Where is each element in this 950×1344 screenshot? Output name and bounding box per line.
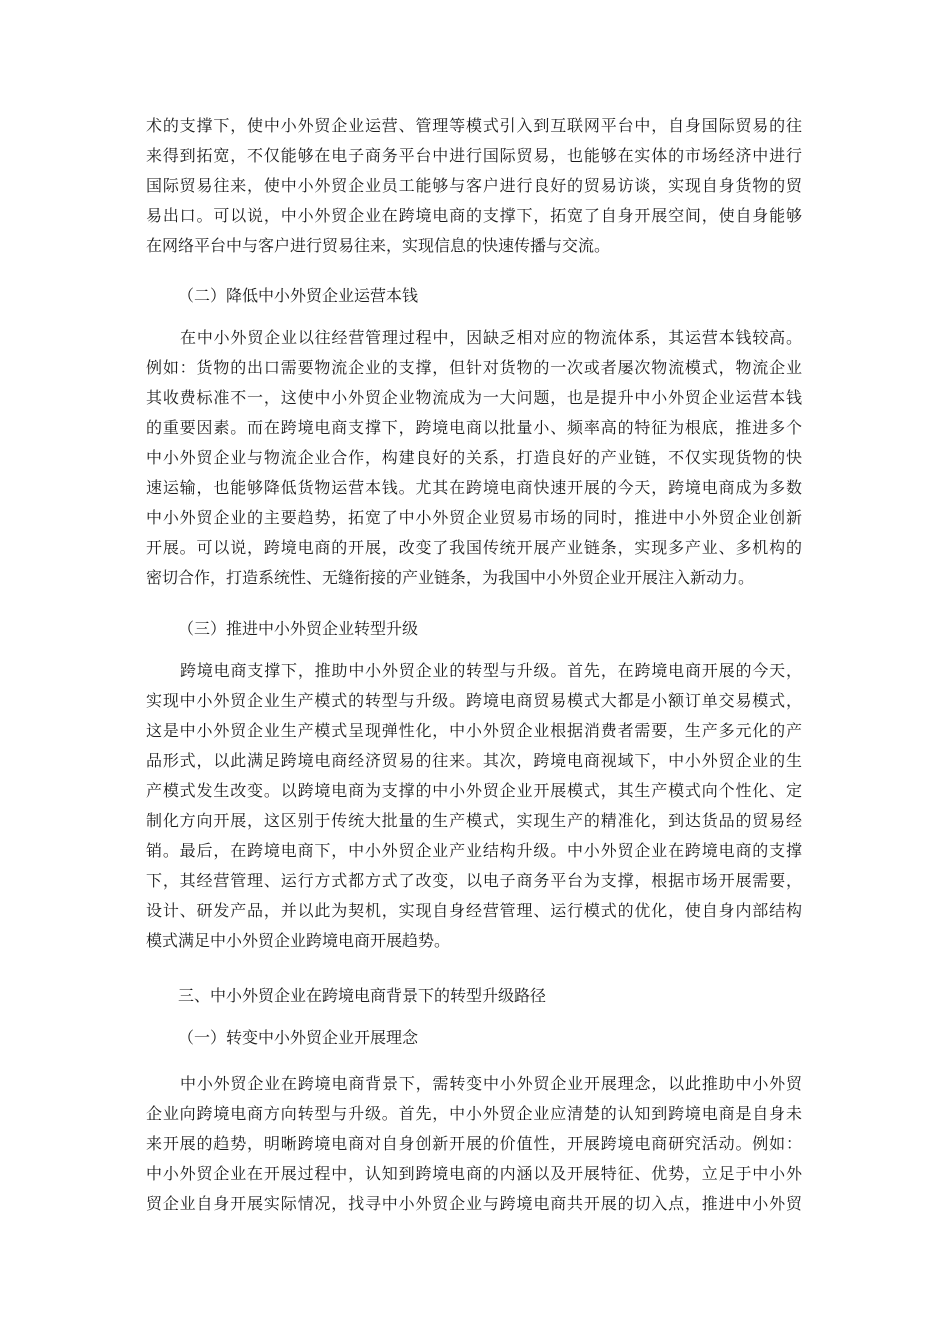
text-line: 国际贸易往来，使中小外贸企业员工能够与客户进行良好的贸易访谈，实现自身货物的贸 [146,176,802,195]
text-line: 的重要因素。而在跨境电商支撑下，跨境电商以批量小、频率高的特征为根底，推进多个 [146,418,802,437]
text-line: 中小外贸企业与物流企业合作，构建良好的关系，打造良好的产业链，不仅实现货物的快 [146,448,802,467]
text-line: 产模式发生改变。以跨境电商为支撑的中小外贸企业开展模式，其生产模式向个性化、定 [146,781,802,800]
text-line: 中小外贸企业的主要趋势，拓宽了中小外贸企业贸易市场的同时，推进中小外贸企业创新 [146,508,802,527]
text-line: 这是中小外贸企业生产模式呈现弹性化，中小外贸企业根据消费者需要，生产多元化的产 [146,721,802,740]
text-line: 模式满足中小外贸企业跨境电商开展趋势。 [146,931,451,950]
text-line: 实现中小外贸企业生产模式的转型与升级。跨境电商贸易模式大都是小额订单交易模式， [146,691,802,710]
paragraph-cross-border-support [146,111,802,261]
text-line: 企业向跨境电商方向转型与升级。首先，中小外贸企业应清楚的认知到跨境电商是自身未 [146,1104,802,1123]
paragraph-transformation [146,656,802,956]
text-line: 易出口。可以说，中小外贸企业在跨境电商的支撑下，拓宽了自身开展空间，使自身能够 [146,206,802,225]
paragraph-reduce-costs [146,323,802,593]
text-line: 中小外贸企业在跨境电商背景下，需转变中小外贸企业开展理念，以此推助中小外贸 [180,1074,802,1093]
text-line: 中小外贸企业在开展过程中，认知到跨境电商的内涵以及开展特征、优势，立足于中小外 [146,1164,802,1183]
text-line: 其收费标准不一，这使中小外贸企业物流成为一大问题，也是提升中小外贸企业运营本钱 [146,388,802,407]
text-line: 销。最后，在跨境电商下，中小外贸企业产业结构升级。中小外贸企业在跨境电商的支撑 [146,841,802,860]
text-line: 跨境电商支撑下，推助中小外贸企业的转型与升级。首先，在跨境电商开展的今天， [180,661,802,680]
text-line: 术的支撑下，使中小外贸企业运营、管理等模式引入到互联网平台中，自身国际贸易的往 [146,116,802,135]
text-line: 设计、研发产品，并以此为契机，实现自身经营管理、运行模式的优化，使自身内部结构 [146,901,802,920]
text-line: 下，其经营管理、运行方式都方式了改变，以电子商务平台为支撑，根据市场开展需要， [146,871,802,890]
text-line: 制化方向开展，这区别于传统大批量的生产模式，实现生产的精准化，到达货品的贸易经 [146,811,802,830]
text-line: 开展。可以说，跨境电商的开展，改变了我国传统开展产业链条，实现多产业、多机构的 [146,538,802,557]
text-line: 来开展的趋势，明晰跨境电商对自身创新开展的价值性，开展跨境电商研究活动。例如： [146,1134,802,1153]
subheading-change-concept: （一）转变中小外贸企业开展理念 [178,1028,419,1047]
section-heading-paths: 三、中小外贸企业在跨境电商背景下的转型升级路径 [178,986,547,1005]
text-line: 来得到拓宽，不仅能够在电子商务平台中进行国际贸易，也能够在实体的市场经济中进行 [146,146,802,165]
paragraph-change-concept [146,1069,802,1219]
subheading-transformation: （三）推进中小外贸企业转型升级 [178,619,419,638]
text-line: 例如：货物的出口需要物流企业的支撑，但针对货物的一次或者屡次物流模式，物流企业 [146,358,802,377]
text-line: 速运输，也能够降低货物运营本钱。尤其在跨境电商快速开展的今天，跨境电商成为多数 [146,478,802,497]
text-line: 在中小外贸企业以往经营管理过程中，因缺乏相对应的物流体系，其运营本钱较高。 [180,328,802,347]
subheading-reduce-costs: （二）降低中小外贸企业运营本钱 [178,286,419,305]
text-line: 品形式，以此满足跨境电商经济贸易的往来。其次，跨境电商视域下，中小外贸企业的生 [146,751,802,770]
text-line: 密切合作，打造系统性、无缝衔接的产业链条，为我国中小外贸企业开展注入新动力。 [146,568,755,587]
text-line: 在网络平台中与客户进行贸易往来，实现信息的快速传播与交流。 [146,236,611,255]
text-line: 贸企业自身开展实际情况，找寻中小外贸企业与跨境电商共开展的切入点，推进中小外贸 [146,1194,802,1213]
